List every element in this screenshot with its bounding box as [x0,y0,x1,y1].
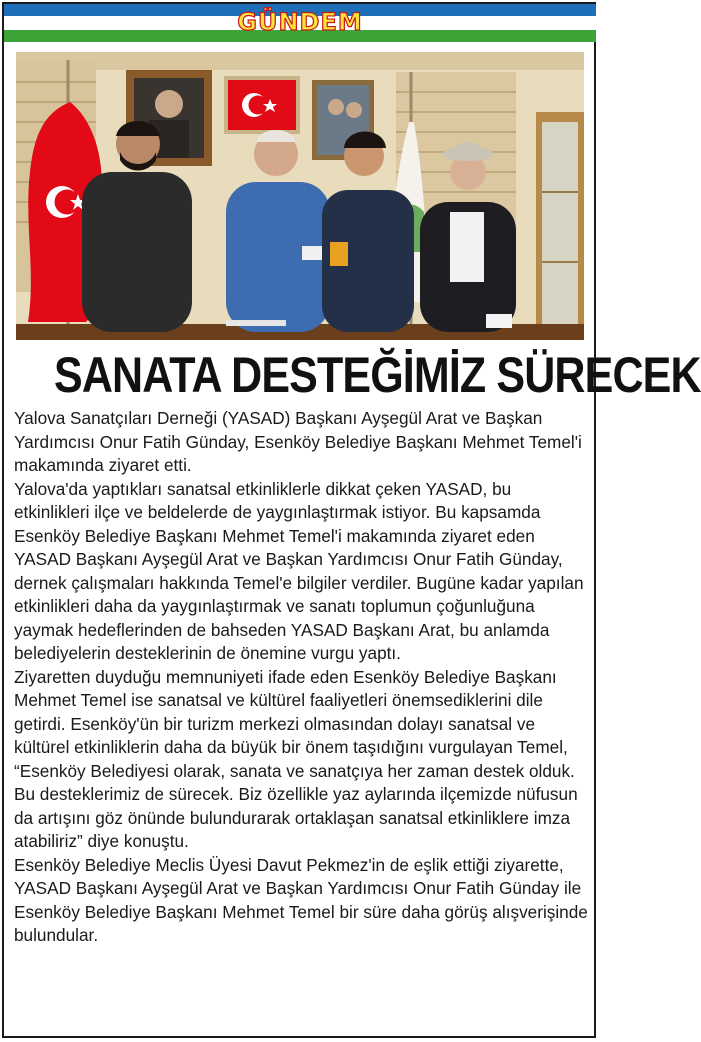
article-paragraph-2: Yalova'da yaptıkları sanatsal etkinliklerle dikkat çeken YASAD, bu etkinlikleri ilçe ve beldelerde de yaygınlaştırmak istiyor. Bu kapsamda Esenköy Belediye Başkanı Mehmet Temel'i makamında ziyaret eden YASAD Başkanı Ayşegül Arat ve Başkan Yardımcısı Onur Fatih Günday, dernek çalışmaları hakkında Temel'e bilgiler verdiler. Bugüne kadar yapılan etkinlikleri daha da yaygınlaştırmak ve sanatı toplumun çoğunluğuna yaymak hedeflerinden de bahseden YASAD Başkanı Arat, bu anlamda belediyelerin desteklerinin de önemine vurgu yaptı. [14,478,584,663]
glass-cabinet [536,112,584,340]
article-paragraph-3: Ziyaretten duyduğu memnuniyeti ifade eden Esenköy Belediye Başkanı Mehmet Temel ise sanatsal ve kültürel faaliyetleri önemsediklerini dile getirdi. Esenköy'ün bir turizm merkezi olmasından dolayı sanatsal ve kültürel etkinliklerin daha da büyük bir önem taşıdığını vurgulayan Temel, “Esenköy Belediyesi olarak, sanata ve sanatçıya her zaman destek olduk. Bu desteklerimiz de sürecek. Biz özellikle yaz aylarında ilçemizde nüfusun da artışını göz önünde bulundurarak ortaklaşan sanatsal etkinliklere imza atabiliriz” diye konuştu. [14,666,578,851]
desk-papers [226,320,286,326]
tissue-box [486,314,512,328]
section-title: GÜNDEM [237,8,363,36]
section-banner [4,4,596,42]
headline: SANATA DESTEĞİMİZ SÜRECEK [54,347,701,403]
article-paragraph-4: Esenköy Belediye Meclis Üyesi Davut Pekmez'in de eşlik ettiği ziyarette, YASAD Başkanı Ayşegül Arat ve Başkan Yardımcısı Onur Fatih Günday ile Esenköy Belediye Başkanı Mehmet Temel bir süre daha görüş alışverişinde bulundular. [14,854,588,945]
flag-frame [224,76,300,134]
article-body [14,407,590,948]
news-photo [16,52,584,340]
article-paragraph-1: Yalova Sanatçıları Derneği (YASAD) Başkanı Ayşegül Arat ve Başkan Yardımcısı Onur Fatih Günday, Esenköy Belediye Başkanı Mehmet Temel'i makamında ziyaret etti. [14,408,582,475]
